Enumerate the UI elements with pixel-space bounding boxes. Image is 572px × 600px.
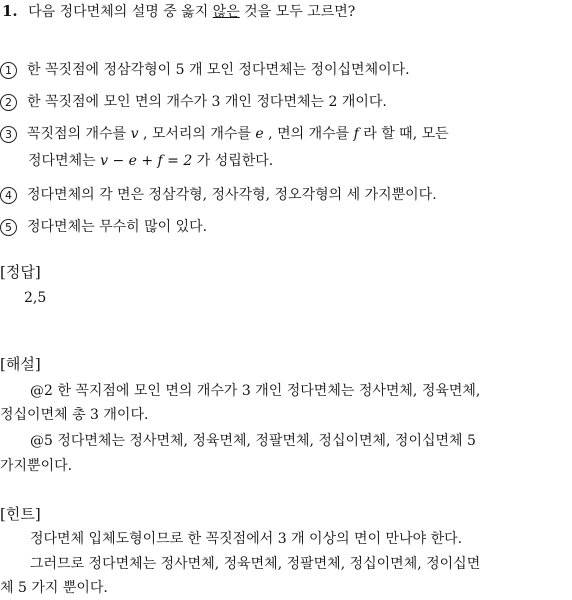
question-text-after: 것을 모두 고르면?: [239, 4, 356, 20]
option-text-1: 한 꼭짓점에 정삼각형이 5 개 모인 정다면체는 정이십면체이다.: [27, 62, 410, 78]
option-3-text-a: 꼭짓점의 개수를: [27, 126, 131, 142]
explanation-p1-line2: 정십이면체 총 3 개이다.: [0, 407, 149, 423]
hint-p2-line1: 그러므로 정다면체는 정사면체, 정육면체, 정팔면체, 정십이면체, 정이십면: [30, 556, 481, 572]
option-marker-2: 2: [0, 94, 17, 111]
option-4: [0, 187, 437, 205]
question-text-underlined: 않은: [212, 4, 240, 20]
hint-label: [힌트]: [0, 505, 41, 523]
option-marker-4: 4: [0, 187, 17, 204]
option-3-var-e: e: [255, 126, 264, 142]
option-3-text-b: , 모서리의 개수를: [138, 126, 256, 142]
option-3-text-c: , 면의 개수를: [263, 126, 354, 142]
option-text-2: 한 꼭짓점에 모인 면의 개수가 3 개인 정다면체는 2 개이다.: [27, 94, 387, 110]
option-3: [0, 126, 449, 144]
hint-p1-line1: 정다면체 입체도형이므로 한 꼭짓점에서 3 개 이상의 면이 만나야 한다.: [30, 531, 463, 547]
explanation-p2-line2: 가지뿐이다.: [0, 458, 73, 474]
option-3-formula: v − e + f = 2: [100, 153, 193, 169]
option-3-var-v: v: [130, 126, 139, 142]
option-marker-5: 5: [0, 219, 17, 236]
option-marker-1: 1: [0, 62, 17, 79]
question-number: 1.: [2, 2, 18, 20]
option-3-text-e: 정다면체는: [28, 153, 101, 169]
option-2: [0, 94, 387, 112]
explanation-label: [해설]: [0, 355, 41, 373]
option-3-text-d: 라 할 때, 모든: [358, 126, 449, 142]
option-text-5: 정다면체는 무수히 많이 있다.: [27, 219, 208, 235]
answer-label: [정답]: [0, 263, 41, 281]
option-1: [0, 62, 410, 80]
explanation-p2-line1: @5 정다면체는 정사면체, 정육면체, 정팔면체, 정십이면체, 정이십면체 5: [30, 433, 476, 449]
option-text-4: 정다면체의 각 면은 정삼각형, 정사각형, 정오각형의 세 가지뿐이다.: [27, 187, 437, 203]
hint-p2-line2: 체 5 가지 뿐이다.: [0, 580, 108, 596]
option-5: [0, 219, 207, 237]
option-marker-3: 3: [0, 126, 17, 143]
option-3-text-f: 가 성립한다.: [192, 153, 274, 169]
question-header: [2, 2, 355, 22]
explanation-p1-line1: @2 한 꼭지점에 모인 면의 개수가 3 개인 정다면체는 정사면체, 정육면체,: [30, 383, 481, 399]
option-3-line2: [28, 153, 273, 171]
question-text-before: 다음 정다면체의 설명 중 옳지: [28, 4, 213, 20]
answer-value: 2,5: [24, 290, 47, 306]
option-3-var-f: f: [353, 126, 359, 142]
